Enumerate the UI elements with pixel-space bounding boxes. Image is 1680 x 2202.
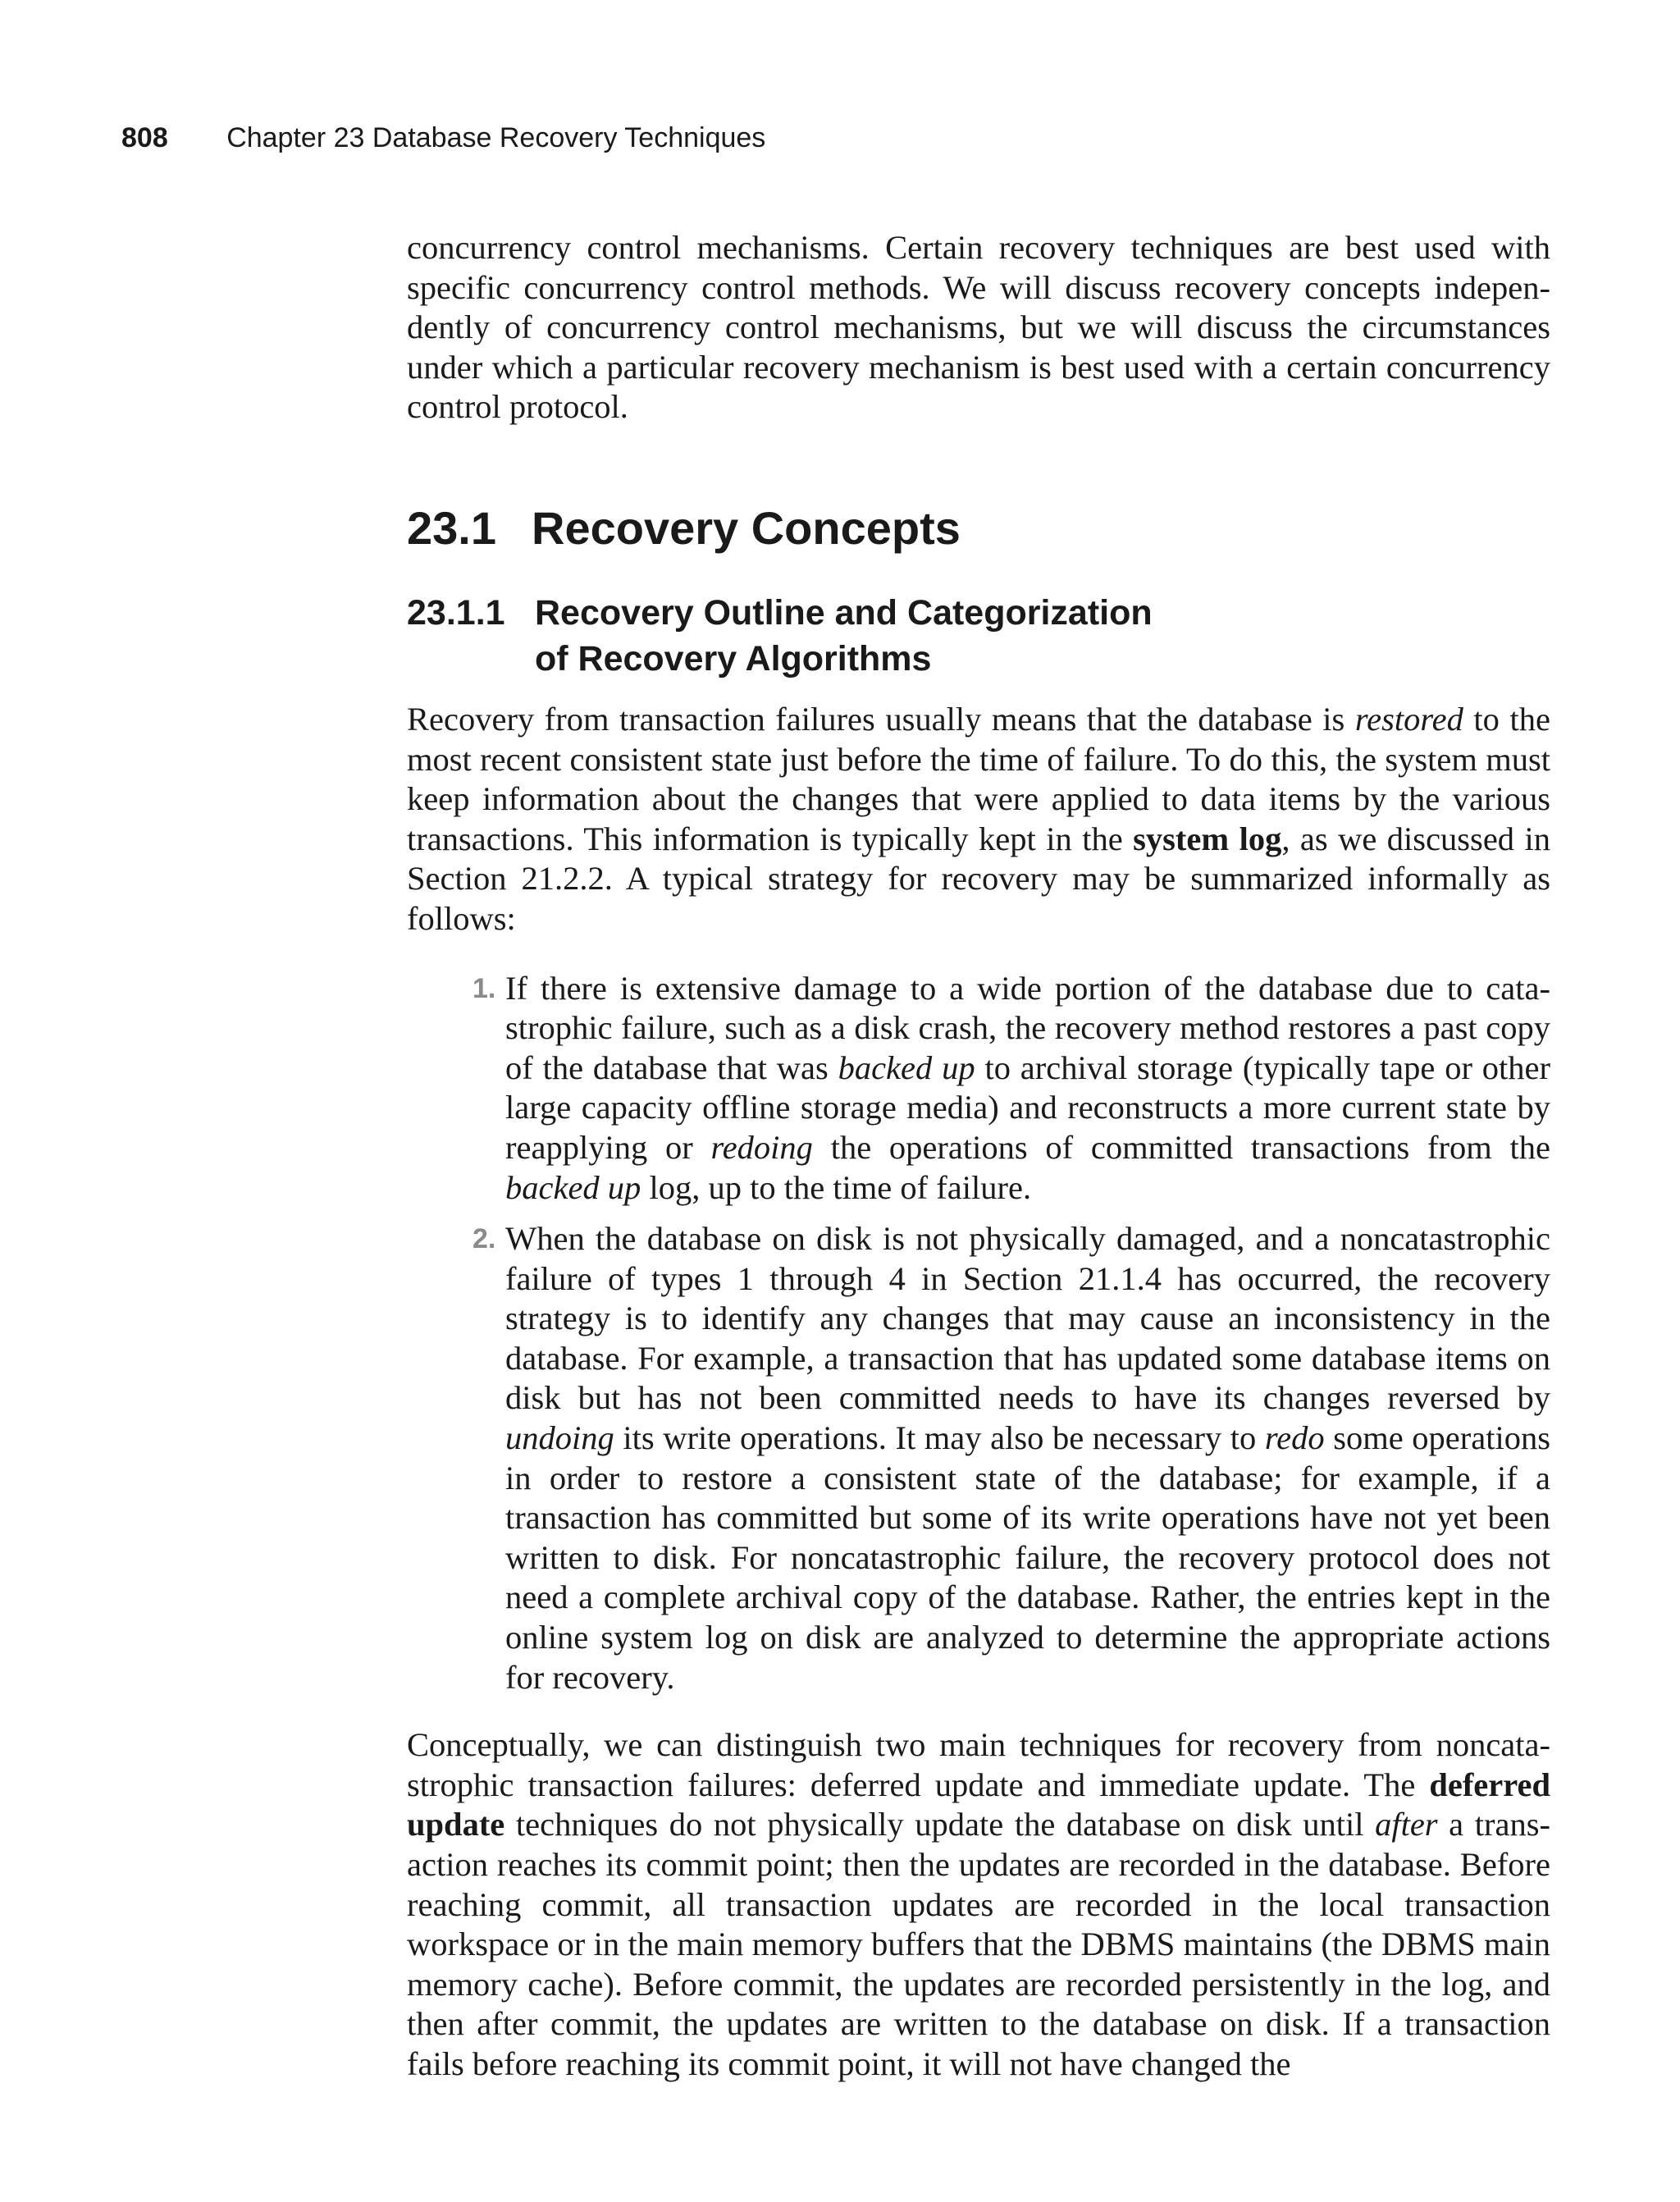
list-item-number: 2. <box>472 1223 496 1255</box>
italic-term: after <box>1375 1806 1438 1843</box>
subsection-number: 23.1.1 <box>407 592 505 633</box>
chapter-title: Chapter 23 Database Recovery Techniques <box>226 122 766 153</box>
text-run: its write operations. It may also be necessary to <box>614 1419 1265 1457</box>
text-run: a transaction reaches its commit point; then the updates are recorded in the database. Before reaching commit, all transaction updates are recorded in the local transaction workspace or in the main memory buffers that the DBMS maintains (the DBMS main memory cache). Before commit, the updates are recorded persistently in the log, and then after commit, the updates are written to the database on disk. If a transaction fails before reaching its commit point, it will not have changed the <box>407 1806 1550 2082</box>
italic-term: undoing <box>505 1419 614 1457</box>
page-number: 808 <box>121 122 168 153</box>
text-run: some operations in order to restore a consistent state of the database; for example, if a transaction has committed but some of its write operations have not yet been written to disk. For noncatastrophic failure, the recovery protocol does not need a complete archival copy of the database. Rather, the entries kept in the online system log on disk are analyzed to determine the appropriate actions for recovery. <box>505 1419 1550 1696</box>
subsection-heading <box>407 590 1550 682</box>
text-run: to archival storage (typically tape or other large capacity offline storage media) and reconstructs a more current state by reapplying or <box>505 1048 1550 1166</box>
page-body <box>407 228 1550 2085</box>
running-header <box>121 120 765 156</box>
italic-term: backed up <box>505 1168 641 1206</box>
text-run: Conceptually, we can distinguish two main techniques for recovery from noncatastrophic transaction failures: deferred update and immediate update. The <box>407 1726 1550 1803</box>
section-number: 23.1 <box>407 501 496 554</box>
subsection-title-line1: Recovery Outline and Categorization <box>535 592 1153 633</box>
bold-term: deferred update <box>407 1766 1550 1843</box>
section-title: Recovery Concepts <box>532 501 961 554</box>
italic-term: restored <box>1354 700 1463 738</box>
list-item <box>407 1219 1550 1697</box>
intro-paragraph: concurrency control mechanisms. Certain recovery techniques are best used with specific concurrency control methods. We will discuss recovery concepts independently of concurrency control mechanisms, but we will discuss the circumstances under which a particular recovery mechanism is best used with a certain concurrency control protocol. <box>407 229 1550 426</box>
subsection-title-line2: of Recovery Algorithms <box>535 638 932 678</box>
list-item-number: 1. <box>472 972 496 1004</box>
text-run: techniques do not physically update the database on disk until <box>504 1806 1376 1843</box>
italic-term: redo <box>1264 1419 1325 1457</box>
text-run: When the database on disk is not physically damaged, and a noncatastrophic failure of types 1 through 4 in Section 21.1.4 has occurred, the recovery strategy is to identify any changes that may cause an inconsistency in the database. For example, a transaction that has updated some database items on disk but has not been committed needs to have its changes reversed by <box>505 1220 1550 1417</box>
text-run: to the most recent consistent state just before the time of failure. To do this, the system must keep information about the changes that were applied to data items by the various transactions. This information is typically kept in the <box>407 700 1550 857</box>
paragraph-deferred-update <box>407 1725 1550 2084</box>
bold-term: system log <box>1133 820 1282 857</box>
text-run: log, up to the time of failure. <box>641 1168 1032 1206</box>
italic-term: redoing <box>710 1128 813 1166</box>
recovery-strategy-list <box>407 969 1550 1698</box>
list-item <box>407 969 1550 1208</box>
italic-term: backed up <box>838 1048 975 1086</box>
paragraph-recovery-intro <box>407 700 1550 939</box>
section-heading <box>407 501 1550 555</box>
subsection-title <box>535 590 1153 682</box>
text-run: If there is extensive damage to a wide portion of the database due to catastrophic failure, such as a disk crash, the recovery method restores a past copy of the database that was <box>505 969 1550 1086</box>
text-run: , as we discussed in Section 21.2.2. A typical strategy for recovery may be summarized informally as follows: <box>407 820 1550 937</box>
text-run: the operations of committed transactions from the <box>812 1128 1550 1166</box>
text-run: Recovery from transaction failures usually means that the database is <box>407 700 1355 738</box>
